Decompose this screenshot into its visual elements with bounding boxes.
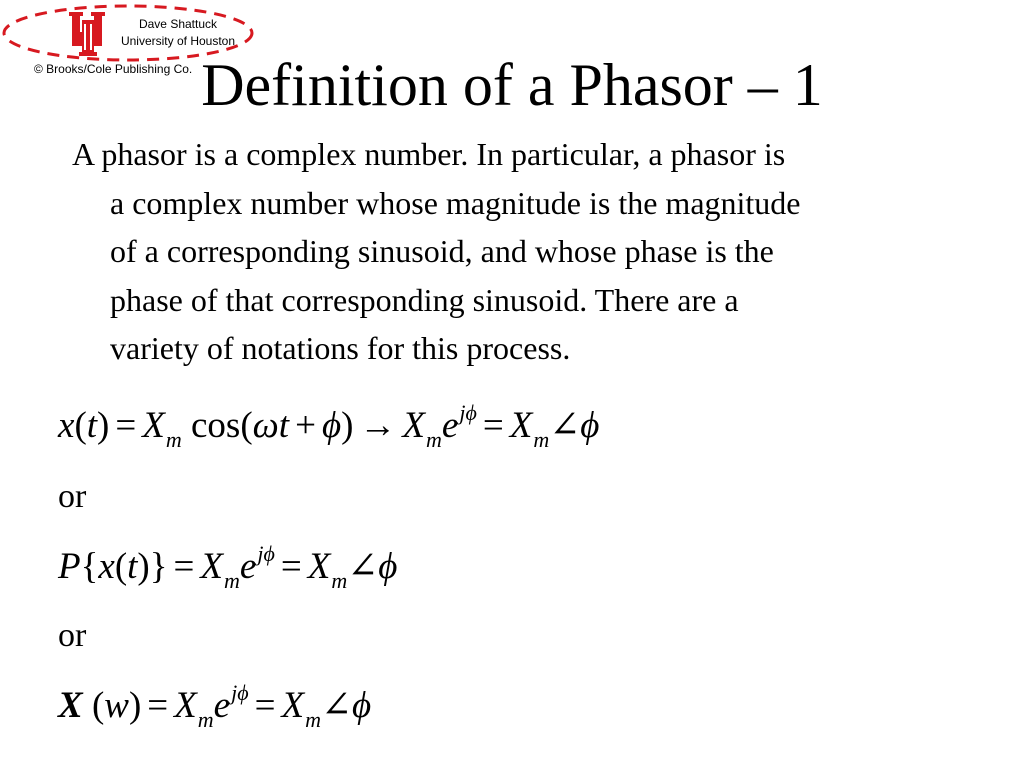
phasor-equation-1: $x(t) = X_m$ $\cos(\omega t + \phi) \to X_me^{j\phi}$ = $X_m\angle\phi$ <box>58 400 600 452</box>
body-line: a complex number whose magnitude is the magnitude <box>110 184 801 221</box>
slide-title: Definition of a Phasor – 1 <box>201 52 823 118</box>
body-line: of a corresponding sinusoid, and whose phase is the <box>110 233 774 269</box>
phasor-equation-3: X $(w) = X_me^{j\phi}$ = $X_m\angle\phi$ <box>58 680 372 732</box>
body-paragraph <box>72 130 1002 373</box>
phasor-equation-2: $P\{x(t)\} = X_me^{j\phi}$ = $X_m\angle\phi$ <box>58 541 398 593</box>
body-line: variety of notations for this process. <box>110 330 571 366</box>
copyright-notice: © Brooks/Cole Publishing Co. <box>34 62 193 76</box>
author-affiliation: University of Houston <box>120 34 236 48</box>
body-line: phase of that corresponding sinusoid. There are a <box>110 281 739 318</box>
body-line: A phasor is a complex number. In particular, a phasor is <box>72 136 786 172</box>
connector-or: or <box>58 617 87 654</box>
author-name: Dave Shattuck <box>138 17 218 31</box>
connector-or: or <box>58 478 87 515</box>
